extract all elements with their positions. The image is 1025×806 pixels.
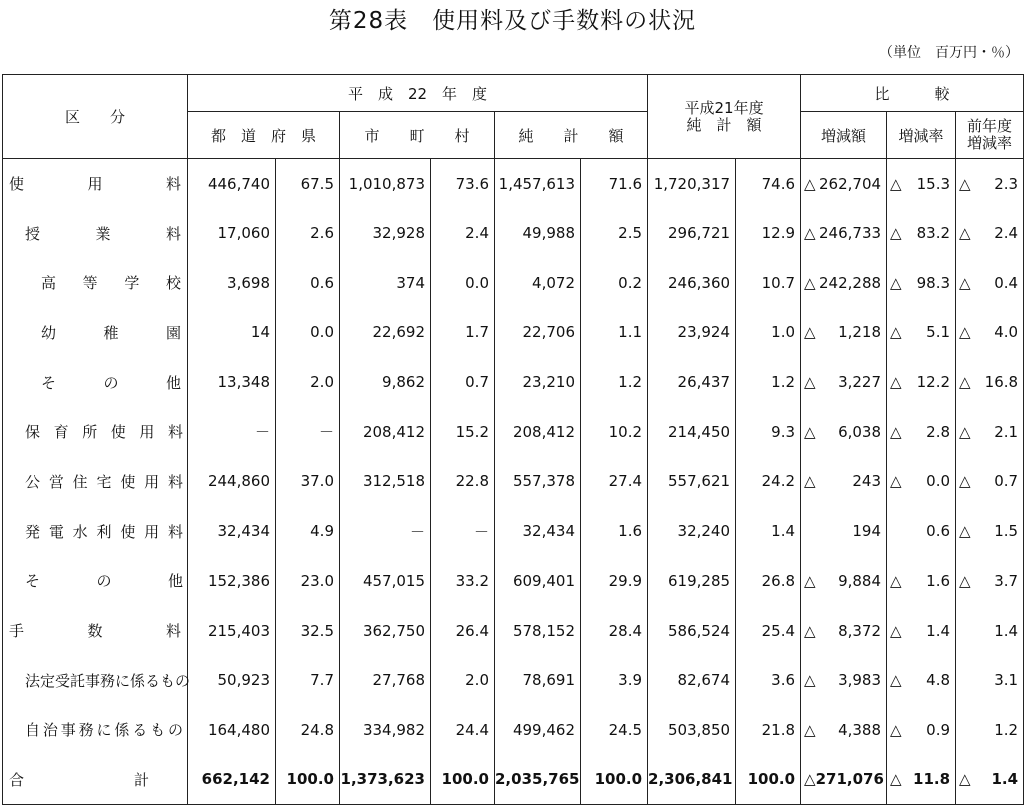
junkei-value: 208,412 [495,407,581,457]
h21-ratio: 1.4 [736,506,801,556]
todofuken-value: 17,060 [188,208,276,258]
comparison-number: 262,704 [819,174,882,193]
comparison-number: 15.3 [916,174,951,193]
decrease-mark: △ [804,422,816,441]
header-zennendo-line2: 増減率 [967,134,1013,152]
comparison-number: 5.1 [926,323,951,342]
decrease-mark: △ [890,720,902,739]
row-label [3,308,188,358]
todofuken-value: 14 [188,308,276,358]
shichoson-ratio: 15.2 [431,407,495,457]
decrease-mark: △ [804,571,816,590]
junkei-value: 557,378 [495,457,581,507]
zougengaku-value [801,655,887,705]
h21-ratio: 21.8 [736,705,801,755]
table-row [3,457,1024,507]
comparison-number: 0.7 [994,472,1019,491]
comparison-number: 1.4 [926,621,951,640]
comparison-number: 3,983 [838,671,882,690]
shichoson-ratio: 1.7 [431,308,495,358]
decrease-mark: △ [804,671,816,690]
zougenritsu-value [887,755,956,805]
row-label-text: 自治事務に係るもの [25,721,183,740]
row-label [3,655,191,705]
zennendo-value [956,556,1024,606]
comparison-number: 246,733 [819,224,882,243]
row-label [3,457,188,507]
table-row [3,556,1024,606]
h21-ratio: 3.6 [736,655,801,705]
decrease-mark: △ [959,174,971,193]
comparison-number: 194 [852,522,882,541]
decrease-mark: △ [890,671,902,690]
todofuken-ratio: 2.6 [276,208,340,258]
shichoson-value: 1,010,873 [340,159,431,209]
decrease-mark: △ [890,571,902,590]
h21-ratio: 12.9 [736,208,801,258]
zougenritsu-value [887,556,956,606]
zougenritsu-value [887,308,956,358]
zougenritsu-value [887,705,956,755]
h21-ratio: 25.4 [736,606,801,656]
comparison-number: 1,218 [838,323,882,342]
zougengaku-value [801,308,887,358]
shichoson-ratio: 2.0 [431,655,495,705]
decrease-mark: △ [804,174,816,193]
h21-value: 619,285 [648,556,736,606]
zougenritsu-value [887,357,956,407]
row-label [3,357,188,407]
zougenritsu-value [887,208,956,258]
zennendo-value [956,308,1024,358]
comparison-number: 12.2 [916,373,951,392]
comparison-number: 1.6 [926,571,951,590]
zennendo-value [956,655,1024,705]
zougengaku-value [801,755,887,805]
junkei-ratio: 24.5 [581,705,648,755]
h21-value: 503,850 [648,705,736,755]
zennendo-value [956,457,1024,507]
header-kubun: 区 分 [3,75,188,159]
table-title: 第28表 使用料及び手数料の状況 [328,8,697,34]
junkei-ratio: 28.4 [581,606,648,656]
header-shichoson: 市 町 村 [340,112,495,159]
decrease-mark: △ [804,621,816,640]
shichoson-ratio: 0.7 [431,357,495,407]
todofuken-value: 32,434 [188,506,276,556]
junkei-value: 49,988 [495,208,581,258]
comparison-number: 9,884 [838,571,882,590]
zennendo-value [956,407,1024,457]
decrease-mark: △ [959,323,971,342]
junkei-ratio: 1.2 [581,357,648,407]
comparison-number: 1.4 [991,770,1019,789]
row-label-text: 法定受託事務に係るもの [25,671,191,690]
zennendo-value [956,258,1024,308]
h21-ratio: 1.0 [736,308,801,358]
h21-value: 557,621 [648,457,736,507]
decrease-mark: △ [890,174,902,193]
decrease-mark: △ [804,770,816,789]
junkei-value: 32,434 [495,506,581,556]
decrease-mark: △ [804,720,816,739]
h21-ratio: 9.3 [736,407,801,457]
comparison-number: 0.6 [926,522,951,541]
comparison-number: 83.2 [916,224,951,243]
todofuken-value: 662,142 [188,755,276,805]
row-label [3,159,188,209]
decrease-mark: △ [804,273,816,292]
zougengaku-value [801,506,887,556]
shichoson-value: 362,750 [340,606,431,656]
zougengaku-value [801,208,887,258]
table-row [3,606,1024,656]
decrease-mark: △ [959,373,971,392]
junkei-ratio: 0.2 [581,258,648,308]
junkei-value: 78,691 [495,655,581,705]
decrease-mark: △ [959,472,971,491]
h21-value: 32,240 [648,506,736,556]
header-todofuken: 都 道 府 県 [188,112,340,159]
todofuken-value: 152,386 [188,556,276,606]
todofuken-ratio: 0.6 [276,258,340,308]
todofuken-ratio: 32.5 [276,606,340,656]
comparison-number: 11.8 [913,770,951,789]
zennendo-value [956,506,1024,556]
shichoson-value: 208,412 [340,407,431,457]
table-row [3,308,1024,358]
todofuken-ratio: 23.0 [276,556,340,606]
unit-note: （単位 百万円・％） [879,45,1019,61]
todofuken-ratio: － [276,407,340,457]
h21-value: 2,306,841 [648,755,736,805]
todofuken-ratio: 0.0 [276,308,340,358]
comparison-number: 8,372 [838,621,882,640]
zougengaku-value [801,407,887,457]
decrease-mark: △ [890,621,902,640]
todofuken-ratio: 37.0 [276,457,340,507]
junkei-value: 578,152 [495,606,581,656]
h21-ratio: 74.6 [736,159,801,209]
decrease-mark: △ [890,273,902,292]
comparison-number: 2.8 [926,422,951,441]
table-row [3,159,1024,209]
shichoson-value: 27,768 [340,655,431,705]
shichoson-value: 9,862 [340,357,431,407]
junkei-value: 23,210 [495,357,581,407]
todofuken-ratio: 24.8 [276,705,340,755]
decrease-mark: △ [959,422,971,441]
fees-table [2,74,1024,805]
todofuken-ratio: 100.0 [276,755,340,805]
zennendo-value [956,208,1024,258]
h21-value: 214,450 [648,407,736,457]
decrease-mark: △ [890,422,902,441]
shichoson-ratio: 2.4 [431,208,495,258]
h21-value: 26,437 [648,357,736,407]
decrease-mark: △ [804,224,816,243]
h21-value: 586,524 [648,606,736,656]
h21-value: 1,720,317 [648,159,736,209]
decrease-mark: △ [804,323,816,342]
table-row [3,407,1024,457]
row-label-text: 授 業 料 [25,224,181,243]
row-label [3,755,188,805]
row-label-text: 発電水利使用料 [25,522,183,541]
comparison-number: 1.5 [994,522,1019,541]
comparison-number: 2.1 [994,422,1019,441]
junkei-ratio: 29.9 [581,556,648,606]
table-row [3,655,1024,705]
h21-ratio: 10.7 [736,258,801,308]
header-h22: 平 成 22 年 度 [188,75,648,112]
decrease-mark: △ [890,323,902,342]
h21-ratio: 100.0 [736,755,801,805]
decrease-mark: △ [959,770,971,789]
row-label [3,407,188,457]
comparison-number: 98.3 [916,273,951,292]
shichoson-value: 374 [340,258,431,308]
table-row [3,357,1024,407]
comparison-number: 271,076 [815,770,884,789]
h21-value: 246,360 [648,258,736,308]
zougengaku-value [801,606,887,656]
table-row [3,705,1024,755]
shichoson-value: 457,015 [340,556,431,606]
todofuken-ratio: 2.0 [276,357,340,407]
decrease-mark: △ [890,770,902,789]
shichoson-value: 32,928 [340,208,431,258]
shichoson-value: 334,982 [340,705,431,755]
comparison-number: 242,288 [819,273,882,292]
todofuken-value: 3,698 [188,258,276,308]
header-zougengaku: 増減額 [801,112,887,159]
todofuken-ratio: 7.7 [276,655,340,705]
junkei-ratio: 27.4 [581,457,648,507]
todofuken-value: 50,923 [188,655,276,705]
todofuken-value: 215,403 [188,606,276,656]
table-row [3,208,1024,258]
zougenritsu-value [887,655,956,705]
junkei-value: 609,401 [495,556,581,606]
todofuken-value: － [188,407,276,457]
comparison-number: 0.0 [926,472,951,491]
decrease-mark: △ [959,273,971,292]
zougenritsu-value [887,258,956,308]
decrease-mark: △ [890,373,902,392]
header-hikaku: 比 較 [801,75,1024,112]
shichoson-ratio: 100.0 [431,755,495,805]
zennendo-value [956,606,1024,656]
h21-ratio: 1.2 [736,357,801,407]
row-label [3,705,188,755]
comparison-number: 1.4 [994,621,1019,640]
comparison-number: 16.8 [984,373,1019,392]
zougengaku-value [801,556,887,606]
zougengaku-value [801,159,887,209]
zougengaku-value [801,357,887,407]
h21-value: 82,674 [648,655,736,705]
h21-value: 296,721 [648,208,736,258]
row-label-text: 使 用 料 [9,175,181,194]
table-row [3,755,1024,805]
junkei-value: 4,072 [495,258,581,308]
todofuken-value: 244,860 [188,457,276,507]
junkei-ratio: 1.1 [581,308,648,358]
row-label [3,506,188,556]
junkei-ratio: 3.9 [581,655,648,705]
junkei-ratio: 71.6 [581,159,648,209]
zougengaku-value [801,258,887,308]
decrease-mark: △ [804,373,816,392]
shichoson-ratio: 22.8 [431,457,495,507]
header-zougenritsu: 増減率 [887,112,956,159]
junkei-ratio: 100.0 [581,755,648,805]
zougengaku-value [801,705,887,755]
header-h21-line1: 平成21年度 [684,98,764,117]
shichoson-ratio: 24.4 [431,705,495,755]
header-h21 [648,75,801,159]
row-label-text: 公営住宅使用料 [25,472,183,491]
h21-value: 23,924 [648,308,736,358]
row-label-text: そ の 他 [25,572,183,591]
shichoson-ratio: 73.6 [431,159,495,209]
decrease-mark: △ [890,224,902,243]
todofuken-value: 164,480 [188,705,276,755]
shichoson-ratio: 26.4 [431,606,495,656]
decrease-mark: △ [959,571,971,590]
row-label-text: 手 数 料 [9,622,181,641]
zougenritsu-value [887,506,956,556]
todofuken-ratio: 4.9 [276,506,340,556]
row-label [3,208,188,258]
table-row [3,258,1024,308]
junkei-ratio: 1.6 [581,506,648,556]
zougenritsu-value [887,457,956,507]
table-row [3,506,1024,556]
shichoson-value: 22,692 [340,308,431,358]
zennendo-value [956,755,1024,805]
comparison-number: 1.2 [994,720,1019,739]
header-h21-line2: 純 計 額 [686,115,762,134]
shichoson-ratio: 0.0 [431,258,495,308]
comparison-number: 4.0 [994,323,1019,342]
row-label [3,606,188,656]
comparison-number: 3.1 [994,671,1019,690]
row-label-text: 高 等 学 校 [41,274,181,293]
row-label [3,258,188,308]
zougenritsu-value [887,606,956,656]
junkei-value: 499,462 [495,705,581,755]
row-label [3,556,188,606]
shichoson-ratio: － [431,506,495,556]
header-junkei: 純 計 額 [495,112,648,159]
zennendo-value [956,357,1024,407]
comparison-number: 0.4 [994,273,1019,292]
shichoson-value: 312,518 [340,457,431,507]
junkei-value: 22,706 [495,308,581,358]
row-label-text: そ の 他 [41,373,181,392]
row-label-text: 合 計 [9,770,149,789]
shichoson-value: 1,373,623 [340,755,431,805]
zougenritsu-value [887,407,956,457]
zennendo-value [956,705,1024,755]
junkei-ratio: 2.5 [581,208,648,258]
comparison-number: 2.4 [994,224,1019,243]
h21-ratio: 24.2 [736,457,801,507]
row-label-text: 保育所使用料 [25,423,183,442]
zougengaku-value [801,457,887,507]
junkei-value: 2,035,765 [495,755,581,805]
comparison-number: 2.3 [994,174,1019,193]
shichoson-ratio: 33.2 [431,556,495,606]
header-zennendo [956,112,1024,159]
comparison-number: 3,227 [838,373,882,392]
junkei-ratio: 10.2 [581,407,648,457]
junkei-value: 1,457,613 [495,159,581,209]
comparison-number: 3.7 [994,571,1019,590]
comparison-number: 0.9 [926,720,951,739]
row-label-text: 幼 稚 園 [41,323,181,342]
decrease-mark: △ [959,522,971,541]
decrease-mark: △ [890,472,902,491]
decrease-mark: △ [959,224,971,243]
todofuken-value: 446,740 [188,159,276,209]
comparison-number: 243 [852,472,882,491]
decrease-mark: △ [804,472,816,491]
todofuken-ratio: 67.5 [276,159,340,209]
shichoson-value: － [340,506,431,556]
comparison-number: 4.8 [926,671,951,690]
comparison-number: 4,388 [838,720,882,739]
todofuken-value: 13,348 [188,357,276,407]
h21-ratio: 26.8 [736,556,801,606]
header-zennendo-line1: 前年度 [967,117,1013,135]
comparison-number: 6,038 [838,422,882,441]
zougenritsu-value [887,159,956,209]
zennendo-value [956,159,1024,209]
